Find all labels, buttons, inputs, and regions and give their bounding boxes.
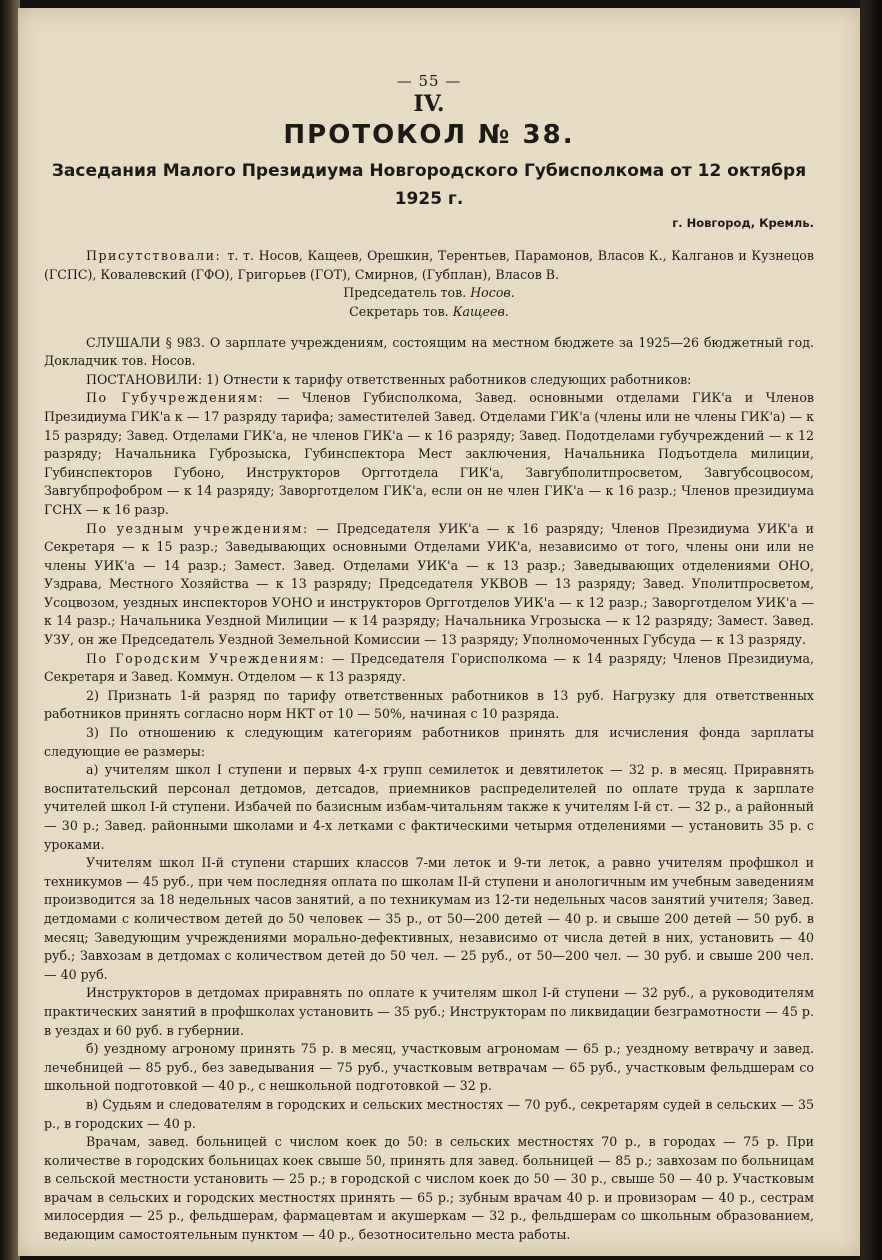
attendees: Присутствовали: т. т. Носов, Кащеев, Орешкин, Терентьев, Парамонов, Власов К., Калганов и Кузнецов (ГСПС), Ковалевский (ГФО), Григорьев (ГОТ), Смирнов, (Губплан), Власов В.	[44, 248, 814, 282]
meeting-place: г. Новгород, Кремль.	[672, 216, 814, 231]
page-number: — 55 —	[396, 72, 462, 90]
point-2-paragraph: 2) Признать 1-й разряд по тарифу ответственных работников в 13 руб. Нагрузку для ответственных работников принять согласно норм НКТ от 10 — 50%, начиная с 10 разряда.	[44, 687, 814, 722]
secretary-signature: Кащеев.	[452, 303, 509, 319]
county-paragraph: По уездным учреждениям: — Председателя УИК'а — к 16 разряду; Членов Президиума УИК'а и Секретаря — к 15 разр.; Заведывающих основными Отделами УИК'а, независимо от того, члены они или не члены УИК'а — 14 разр.; Замест. Завед. Отделами УИК'а — к 13 разр.; Заведывающих отделениями ОНО, Уздрава, Местного Хозяйства — к 13 разряду; Председателя УКВОВ — 13 разряду; Завед. Уполитпросветом, Усоцвозом, уездных инспекторов УОНО и инструкторов Оргготделов УИК'а — к 12 разр.; Заворготделом УИК'а — к 14 разр.; Начальника Уездной Милиции — к 14 разряду; Начальника Угрозыска — к 12 разряду; Замест. Завед. УЗУ, он же Председатель Уездной Земельной Комиссии — 13 разряду; Уполномоченных Губсуда — к 13 разряду.	[44, 520, 814, 648]
provincial-paragraph: По Губучреждениям: — Членов Губисполкома, Завед. основными отделами ГИК'а и Членов Президиума ГИК'а к — 17 разряду тарифа; заместителей Завед. Отделами ГИК'а (члены или не члены ГИК'а) — к 15 разряду; Завед. Отделами ГИК'а, не членов ГИК'а — к 16 разряду; Завед. Подотделами губучреждений — к 12 разряду; Начальника Губрозыска, Губинспектора Мест заключения, Начальника Подъотдела милиции, Губинспекторов Губоно, Инструкторов Оргготдела ГИК'а, Завгубполитпросветом, Завгубсоцвосом, Завгубпрофобром — к 14 разряду; Заворготделом ГИК'а, если он не член ГИК'а — к 16 разр.; Членов президиума ГСНХ — к 16 разр.	[44, 390, 814, 517]
protocol-title: ПРОТОКОЛ № 38.	[283, 120, 575, 151]
meeting-title: Заседания Малого Президиума Новгородского Губисполкома от 12 октября 1925 г.	[51, 161, 807, 210]
secretary: Секретарь тов. Кащеев.	[349, 303, 509, 319]
teachers-paragraph: а) учителям школ I ступени и первых 4-х групп семилеток и девятилеток — 32 р. в месяц. Приравнять воспитательский персонал детдомов, детсадов, приемников распределителей по оплате труда к зарплате учителей школ I-й ступени. Избачей по базисным избам-читальням также к учителям I-й ст. — 32 р., а районный — 30 р.; Завед. районными школами и 4-х летками с фактическими четырмя отделениями — установить 35 р. с уроками.	[44, 762, 814, 852]
resolved-paragraph: ПОСТАНОВИЛИ: 1) Отнести к тарифу ответственных работников следующих работников:	[86, 371, 692, 387]
dark-margin	[860, 0, 882, 1260]
doctors-paragraph: Врачам, завед. больницей с числом коек до 50: в сельских местностях 70 р., в городах — 75 р. При количестве в городских больницах коек свыше 50, принять для завед. больницей — 85 р.; завхозам по больницам в сельской местности установить — 25 р.; в городской с числом коек до 50 — 30 р., свыше 50 — 40 р. Участковым врачам в сельских и городских местностях принять — 65 р.; зубным врачам 40 р. и провизорам — 40 р., сестрам милосердия — 25 р., фельдшерам, фармацевтам и акушеркам — 32 р., фельдшерам со школьным образованием, ведающим самостоятельным пунктом — 40 р., безотносительно места работы.	[44, 1134, 814, 1243]
section-numeral: IV.	[413, 90, 445, 117]
city-paragraph: По Городским Учреждениям: — Председателя Горисполкома — к 14 разряду; Членов Президиума, Секретаря и Завед. Коммун. Отделом — к 13 разряду.	[44, 650, 814, 685]
book-spine	[0, 0, 20, 1260]
point-3-paragraph: 3) По отношению к следующим категориям работников принять для исчисления фонда зарплаты следующие ее размеры:	[44, 725, 814, 759]
chairman: Председатель тов. Носов.	[343, 285, 515, 301]
page-content	[44, 72, 814, 1245]
judges-paragraph: в) Судьям и следователям в городских и сельских местностях — 70 руб., секретарям судей в сельских — 35 р., в городских — 40 р.	[44, 1096, 814, 1131]
agronomist-paragraph: б) уездному агроному принять 75 р. в месяц, участковым агрономам — 65 р.; уездному ветврачу и завед. лечебницей — 85 руб., без заведывания — 75 руб., участковым ветврачам — 65 руб., участковым фельдшерам со школьной подготовкой — 40 р., с нешкольной подготовкой — 32 р.	[44, 1041, 814, 1094]
teachers-2-paragraph: Учителям школ II-й ступени старших классов 7-ми леток и 9-ти леток, а равно учителям профшкол и техникумов — 45 руб., при чем последняя оплата по школам II-й ступени и анологичным им учебным заведениям производится за 18 недельных часов занятий, а по техникумам из 12-ти недельных часов занятий учителя; Завед. детдомами с количеством детей до 50 человек — 35 р., от 50—200 детей — 40 р. и свыше 200 детей — 50 руб. в месяц; Заведующим учреждениями морально-дефективных, независимо от числа детей в них, установить — 40 руб.; Завхозам в детдомах с количеством детей до 50 чел. — 25 руб., от 50—200 чел. — 30 руб. и свыше 200 чел. — 40 руб.	[44, 855, 814, 982]
chairman-signature: Носов.	[470, 285, 515, 301]
instructors-paragraph: Инструкторов в детдомах приравнять по оплате к учителям школ I-й ступени — 32 руб., а руководителям практических занятий в профшколах установить — 35 руб.; Инструкторам по ликвидации безграмотности — 45 р. в уездах и 60 руб. в губернии.	[44, 985, 814, 1038]
heard-paragraph: СЛУШАЛИ § 983. О зарплате учреждениям, состоящим на местном бюджете за 1925—26 бюджетный год. Докладчик тов. Носов.	[44, 334, 814, 369]
document-page	[18, 8, 860, 1256]
